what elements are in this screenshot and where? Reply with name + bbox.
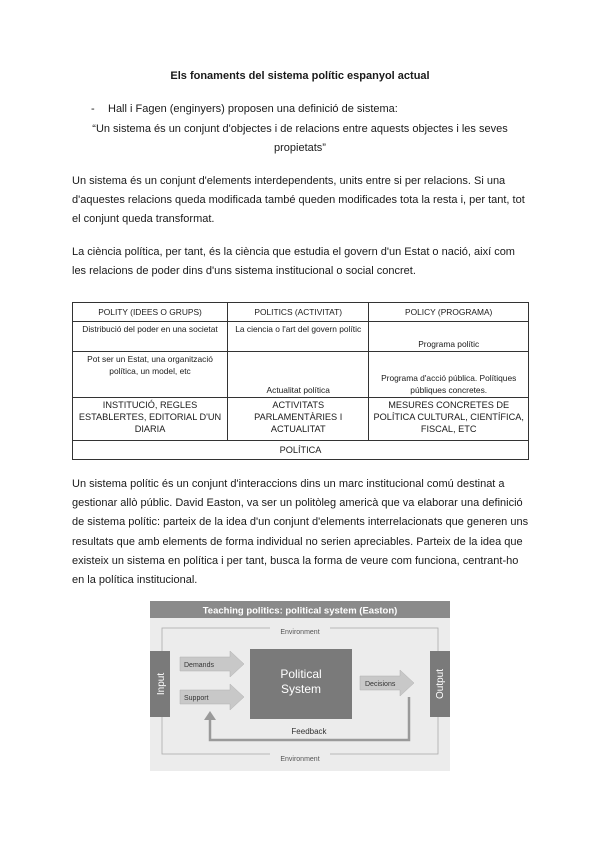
definition-quote: “Un sistema és un conjunt d'objectes i de relacions entre aquests objectes i les seves propietats” — [92, 123, 508, 154]
document-title: Els fonaments del sistema polític espanyol actual — [170, 70, 430, 82]
politics-table — [72, 302, 529, 460]
table-row — [73, 398, 529, 441]
bullet-text: Hall i Fagen (enginyers) proposen una definició de sistema: — [108, 103, 398, 115]
header-politics: POLITICS (ACTIVITAT) — [228, 303, 369, 322]
table-footer: POLÍTICA — [73, 441, 529, 460]
table-row — [73, 352, 529, 398]
paragraph-political-system: Un sistema polític és un conjunt d'interaccions dins un marc institucional comú destinat a gestionar allò públic. David Easton, va ser un politòleg americà que va elaborar una definició de sistema polític: parteix de la idea d'un conjunt d'elements interrelacionats que generen uns resultats que amb elements de forma individual no serien apreciables. Parteix de la idea que existeix un sistema en política i per tant, busca la forma de veure com funciona, centrant-ho en la política institucional. — [72, 478, 529, 587]
table-row — [73, 322, 529, 352]
table-cell: ACTIVITATS PARLAMENTÀRIES I ACTUALITAT — [228, 398, 369, 441]
table-cell: Distribució del poder en una societat — [73, 322, 228, 352]
feedback-label: Feedback — [291, 727, 327, 736]
paragraph-political-science: La ciència política, per tant, és la ciència que estudia el govern d'un Estat o nació, així com les relacions de poder dins d'uns sistema institucional o social concret. — [72, 246, 515, 278]
header-policy: POLICY (PROGRAMA) — [369, 303, 529, 322]
table-cell: Pot ser un Estat, una organització política, un model, etc — [73, 352, 228, 398]
table-cell: INSTITUCIÓ, REGLES ESTABLERTES, EDITORIAL D'UN DIARIA — [73, 398, 228, 441]
table-cell: Programa d'acció pública. Polítiques públiques concretes. — [369, 352, 529, 398]
environment-bottom-label: Environment — [280, 756, 320, 763]
input-label: Input — [156, 672, 167, 696]
decisions-label: Decisions — [365, 681, 396, 688]
table-cell: MESURES CONCRETES DE POLÍTICA CULTURAL, CIENTÍFICA, FISCAL, ETC — [369, 398, 529, 441]
table-cell: La ciencia o l'art del govern polític — [228, 322, 369, 352]
support-label: Support — [184, 695, 209, 702]
political-system-label-line2: System — [280, 682, 322, 696]
bullet-item — [91, 103, 398, 115]
environment-top-label: Environment — [280, 629, 320, 636]
political-system-label-line1: Political — [280, 667, 322, 681]
diagram-title: Teaching politics: political system (Easton) — [202, 605, 398, 617]
table-header-row — [73, 303, 529, 322]
bullet-dash: - — [91, 103, 95, 115]
header-polity: POLITY (IDEES O GRUPS) — [73, 303, 228, 322]
paragraph-system: Un sistema és un conjunt d'elements interdependents, units entre si per relacions. Si una d'aquestes relacions queda modificada també queden modificades tota la resta i, per tant, tot el conjunt queda transformat. — [72, 175, 525, 226]
demands-label: Demands — [184, 662, 214, 669]
output-label: Output — [435, 668, 446, 700]
easton-diagram — [150, 601, 450, 771]
table-cell: Actualitat política — [228, 352, 369, 398]
table-cell: Programa polític — [369, 322, 529, 352]
table-footer-row — [73, 441, 529, 460]
